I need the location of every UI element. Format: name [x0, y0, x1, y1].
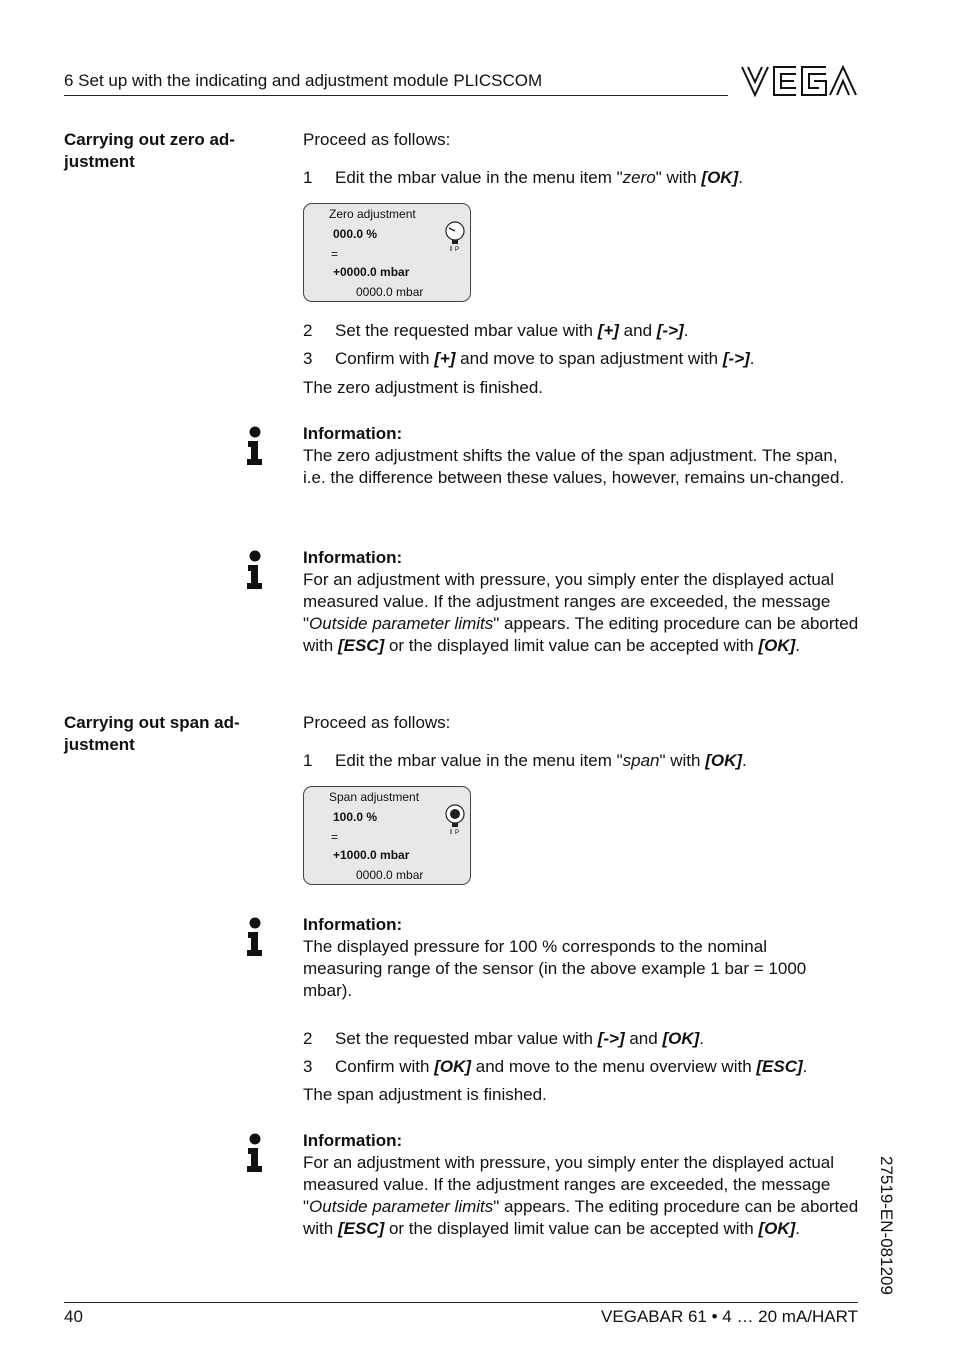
step-text: Edit the mbar value in the menu item ": [335, 168, 623, 187]
span-info-2: [303, 1130, 863, 1240]
span-step-2: [303, 1028, 704, 1050]
punct: .: [795, 636, 801, 655]
zero-info-1: [303, 423, 863, 489]
info-text-part: " appears. The editing procedure can be aborted with: [303, 614, 859, 655]
key-label: [OK]: [701, 168, 739, 187]
punct: .: [749, 349, 755, 368]
footer-rule: [64, 1302, 858, 1303]
menu-item-name: span: [622, 751, 660, 770]
zero-finished: The zero adjustment is finished.: [303, 378, 544, 397]
display-equals: =: [331, 247, 339, 261]
zero-display: [303, 203, 471, 302]
display-title: Zero adjustment: [329, 207, 416, 221]
zero-info-2: [303, 547, 863, 657]
document-id: [858, 1156, 908, 1316]
info-icon: [245, 426, 265, 471]
info-text-part: " appears. The editing procedure can be aborted with: [303, 1197, 859, 1238]
info-icon: [245, 550, 265, 595]
display-value: +0000.0 mbar: [333, 265, 410, 279]
punct: .: [802, 1057, 808, 1076]
info-heading: Information:: [303, 548, 403, 567]
step-text: Confirm with: [335, 349, 435, 368]
step-text: Edit the mbar value in the menu item ": [335, 751, 623, 770]
info-heading: Information:: [303, 424, 403, 443]
span-info-1: [303, 914, 813, 1002]
svg-text:P: P: [455, 247, 460, 252]
step-number: 1: [303, 751, 313, 770]
info-icon: [245, 1133, 265, 1178]
key-label: [OK]: [434, 1057, 472, 1076]
step-text: Set the requested mbar value with: [335, 1029, 598, 1048]
product-name: VEGABAR 61 • 4 … 20 mA/HART: [601, 1307, 858, 1326]
vega-logo: [740, 64, 858, 103]
step-number: 2: [303, 321, 313, 340]
key-label: [+]: [434, 349, 456, 368]
key-label: [+]: [597, 321, 619, 340]
punct: .: [795, 1219, 801, 1238]
step-number: 3: [303, 1057, 313, 1076]
step-number: 1: [303, 168, 313, 187]
punct: .: [699, 1029, 704, 1048]
step-text: " with: [659, 751, 706, 770]
info-text-part: For an adjustment with pressure, you simply enter the displayed actual measured value. If the adjustment ranges are exceeded, the message ": [303, 1153, 835, 1216]
display-percent: 100.0 %: [333, 810, 378, 824]
display-value: +1000.0 mbar: [333, 848, 410, 862]
info-text-part: or the displayed limit value can be accepted with: [384, 636, 759, 655]
key-label: [OK]: [705, 751, 743, 770]
key-label: [ESC]: [756, 1057, 803, 1076]
page-number: 40: [64, 1307, 83, 1326]
menu-item-name: zero: [622, 168, 656, 187]
key-label: [->]: [722, 349, 750, 368]
info-icon: [245, 917, 265, 962]
span-side-title: [64, 712, 274, 756]
info-text-part: or the displayed limit value can be accepted with: [384, 1219, 759, 1238]
display-equals: =: [331, 830, 339, 844]
info-text: [303, 569, 863, 657]
section-header: 6 Set up with the indicating and adjustment module PLICSCOM: [64, 71, 543, 90]
info-text-part: For an adjustment with pressure, you simply enter the displayed actual measured value. If the adjustment ranges are exceeded, the message ": [303, 570, 835, 633]
pressure-gauge-icon: [444, 803, 466, 838]
zero-side-title-line1: Carrying out zero ad-: [64, 130, 235, 149]
key-label: [->]: [597, 1029, 625, 1048]
message-name: Outside parameter limits: [309, 1197, 494, 1216]
span-side-title-line2: justment: [64, 735, 135, 754]
key-label: [OK]: [758, 1219, 796, 1238]
span-step-3: [303, 1056, 807, 1078]
step-text: and: [624, 1029, 663, 1048]
span-intro: Proceed as follows:: [303, 713, 451, 732]
step-text: " with: [655, 168, 702, 187]
key-label: [OK]: [758, 636, 796, 655]
svg-text:P: P: [455, 830, 460, 835]
step-text: and move to span adjustment with: [455, 349, 723, 368]
key-label: [ESC]: [337, 1219, 385, 1238]
zero-step-3: [303, 348, 755, 370]
span-finished: The span adjustment is finished.: [303, 1085, 547, 1104]
step-text: and move to the menu overview with: [471, 1057, 757, 1076]
punct: .: [683, 321, 689, 340]
zero-step-2: [303, 320, 688, 342]
step-text: and: [618, 321, 657, 340]
info-text: [303, 1152, 863, 1240]
document-id-text: 27519-EN-081209: [877, 1156, 896, 1295]
key-label: [->]: [656, 321, 684, 340]
header-rule: [64, 95, 728, 96]
message-name: Outside parameter limits: [309, 614, 494, 633]
punct: .: [742, 751, 747, 770]
zero-intro: Proceed as follows:: [303, 130, 451, 149]
info-text: The zero adjustment shifts the value of the span adjustment. The span, i.e. the difference between these values, however, remains un-changed.: [303, 446, 845, 487]
display-title: Span adjustment: [329, 790, 420, 804]
info-heading: Information:: [303, 915, 403, 934]
zero-step-1: [303, 167, 743, 189]
span-display: [303, 786, 471, 885]
step-number: 3: [303, 349, 313, 368]
display-percent: 000.0 %: [333, 227, 378, 241]
key-label: [ESC]: [337, 636, 385, 655]
display-sub-value: 0000.0 mbar: [356, 868, 424, 882]
info-heading: Information:: [303, 1131, 403, 1150]
display-sub-value: 0000.0 mbar: [356, 285, 424, 299]
zero-side-title-line2: justment: [64, 152, 135, 171]
zero-side-title: [64, 129, 274, 173]
span-step-1: [303, 750, 747, 772]
step-text: Confirm with: [335, 1057, 435, 1076]
key-label: [OK]: [662, 1029, 700, 1048]
info-text: The displayed pressure for 100 % corresponds to the nominal measuring range of the sensor (in the above example 1 bar = 1000 mbar).: [303, 937, 807, 1000]
step-number: 2: [303, 1029, 313, 1048]
pressure-gauge-icon: [444, 220, 466, 255]
step-text: Set the requested mbar value with: [335, 321, 598, 340]
span-side-title-line1: Carrying out span ad-: [64, 713, 240, 732]
punct: .: [738, 168, 743, 187]
